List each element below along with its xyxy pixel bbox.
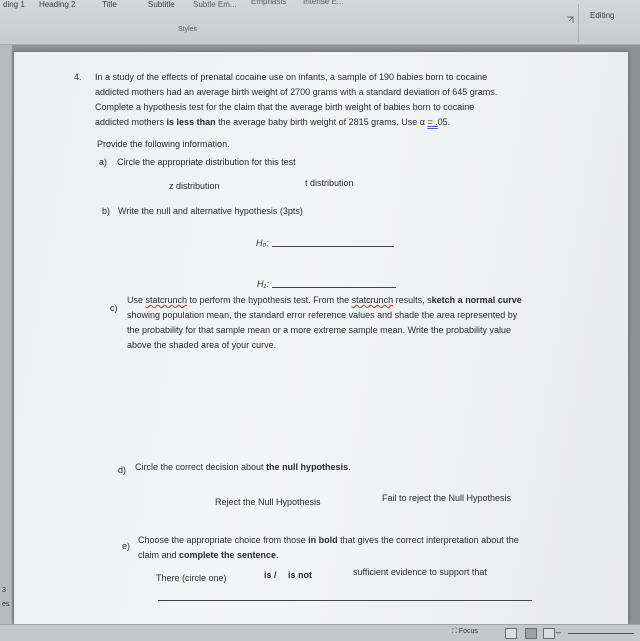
- interpretation-answer-line[interactable]: [158, 600, 532, 601]
- complete-sentence-bold: complete the sentence: [179, 550, 277, 560]
- statcrunch-word: statcrunch: [351, 295, 394, 305]
- question-number: 4.: [74, 72, 82, 82]
- document-page[interactable]: [14, 52, 628, 624]
- status-bar: [0, 624, 640, 641]
- read-mode-button[interactable]: [505, 628, 517, 639]
- vertical-ruler: [0, 45, 12, 625]
- ruler-mark: es: [2, 601, 10, 608]
- style-title[interactable]: Title: [102, 0, 117, 9]
- alpha-value: = .: [427, 117, 438, 127]
- print-layout-button[interactable]: [525, 628, 537, 639]
- in-bold-word: in bold: [308, 535, 338, 545]
- zoom-out-button[interactable]: –: [556, 627, 562, 637]
- part-c-line: above the shaded area of your curve.: [127, 340, 277, 350]
- ribbon: [0, 0, 640, 45]
- part-c-line: the probability for that sample mean or a more extreme sample mean. Write the probability value: [127, 325, 512, 335]
- ruler-mark: 3: [2, 587, 6, 594]
- is-choice[interactable]: is /: [264, 570, 277, 580]
- part-b-text: Write the null and alternative hypothesis (3pts): [118, 206, 303, 216]
- part-d-label: d): [118, 465, 127, 475]
- part-e-line: Choose the appropriate choice from those in bold that gives the correct interpretation about the: [138, 535, 519, 545]
- editing-label: Editing: [590, 11, 615, 20]
- web-layout-button[interactable]: [543, 628, 555, 639]
- question-line-last: addicted mothers is less than the average baby birth weight of 2815 grams. Use α = .05.: [95, 117, 451, 127]
- part-e-label: e): [122, 541, 131, 551]
- part-a-label: a): [99, 157, 108, 167]
- provide-info: Provide the following information.: [97, 139, 230, 149]
- style-subtle-emphasis[interactable]: Subtle Em...: [193, 0, 237, 9]
- styles-group-label: Styles: [178, 26, 198, 33]
- fail-to-reject-choice[interactable]: Fail to reject the Null Hypothesis: [382, 493, 512, 503]
- part-e-line: claim and complete the sentence.: [138, 550, 279, 560]
- dialog-launcher-icon[interactable]: [566, 16, 574, 24]
- question-line: In a study of the effects of prenatal cocaine use on infants, a sample of 190 babies born to cocaine: [95, 72, 488, 82]
- style-intense-emphasis[interactable]: Intense E...: [303, 0, 344, 6]
- focus-icon: ⛶: [452, 628, 457, 635]
- part-c-label: c): [110, 303, 118, 313]
- h1-label: H₁:: [257, 279, 269, 289]
- editing-button[interactable]: [590, 11, 614, 20]
- zoom-slider[interactable]: [568, 633, 634, 634]
- is-not-choice[interactable]: is not: [288, 570, 312, 580]
- null-hypothesis-bold: the null hypothesis: [266, 462, 349, 472]
- h0-label: H₀:: [256, 238, 269, 248]
- part-c-line: Use statcrunch to perform the hypothesis test. From the statcrunch results, sketch a normal curve: [127, 295, 522, 305]
- part-b-label: b): [102, 206, 111, 216]
- t-distribution-choice[interactable]: t distribution: [305, 178, 354, 188]
- style-emphasis[interactable]: Emphasis: [251, 0, 287, 6]
- h0-answer-line[interactable]: [272, 246, 394, 247]
- style-heading-2[interactable]: Heading 2: [39, 0, 76, 9]
- bold-less-than: is less than: [166, 117, 216, 127]
- question-line: Complete a hypothesis test for the claim that the average birth weight of babies born to cocaine: [95, 102, 475, 112]
- sketch-normal-curve: ketch a normal curve: [431, 295, 522, 305]
- question-line: addicted mothers had an average birth weight of 2700 grams with a standard deviation of 645 grams.: [95, 87, 498, 97]
- style-subtitle[interactable]: Subtitle: [148, 0, 175, 9]
- focus-label: Focus: [458, 628, 478, 635]
- statcrunch-word: statcrunch: [145, 295, 188, 305]
- focus-button[interactable]: [452, 628, 478, 636]
- z-distribution-choice[interactable]: z distribution: [169, 181, 220, 191]
- part-a-text: Circle the appropriate distribution for this test: [117, 157, 296, 167]
- part-d-text: Circle the correct decision about the null hypothesis.: [135, 462, 351, 472]
- part-c-line: showing population mean, the standard error reference values and shade the area represented by: [127, 310, 518, 320]
- sufficient-evidence-text: sufficient evidence to support that: [353, 567, 487, 577]
- there-circle-one: There (circle one): [156, 573, 227, 583]
- style-heading-1[interactable]: ding 1: [3, 0, 25, 9]
- reject-null-choice[interactable]: Reject the Null Hypothesis: [215, 497, 321, 507]
- ribbon-separator: [578, 4, 579, 42]
- h1-answer-line[interactable]: [272, 287, 396, 288]
